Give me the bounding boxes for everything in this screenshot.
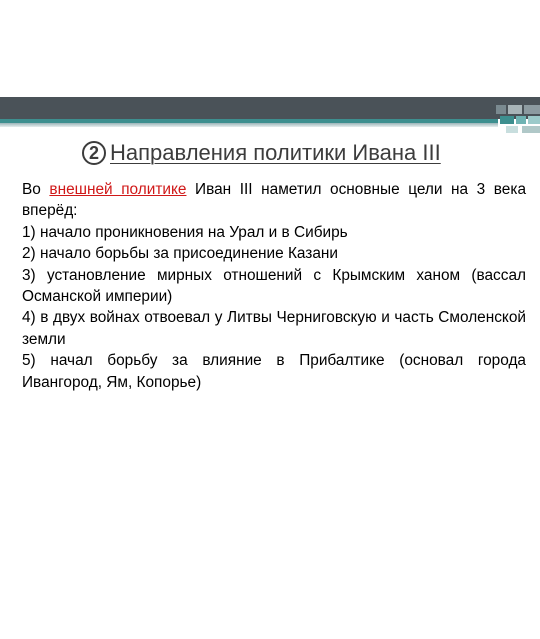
intro-prefix: Во xyxy=(22,181,50,198)
intro-paragraph xyxy=(22,179,526,222)
intro-suffix: Иван III наметил основные цели на 3 века вперёд: xyxy=(22,181,526,220)
list-item: 1) начало проникновения на Урал и в Сибирь xyxy=(22,223,348,241)
banner-gradient-stripe xyxy=(0,123,498,127)
list-item: 4) в двух войнах отвоевал у Литвы Черниговскую и часть Смоленской земли xyxy=(22,309,526,348)
slide-title xyxy=(82,136,522,170)
intro-highlight: внешней политике xyxy=(49,181,187,198)
title-text: Направления политики Ивана III xyxy=(110,140,441,165)
header-banner xyxy=(0,97,540,135)
banner-decorative-blocks xyxy=(496,105,540,133)
list-item: 5) начал борьбу за влияние в Прибалтике (основал города Ивангород, Ям, Копорье) xyxy=(22,352,526,391)
list-item: 2) начало борьбы за присоединение Казани xyxy=(22,245,339,263)
slide-body xyxy=(22,179,526,393)
banner-dark-stripe xyxy=(0,97,540,119)
list-item: 3) установление мирных отношений с Крымским ханом (вассал Османской империи) xyxy=(22,266,526,306)
circled-number: 2 xyxy=(82,141,106,165)
